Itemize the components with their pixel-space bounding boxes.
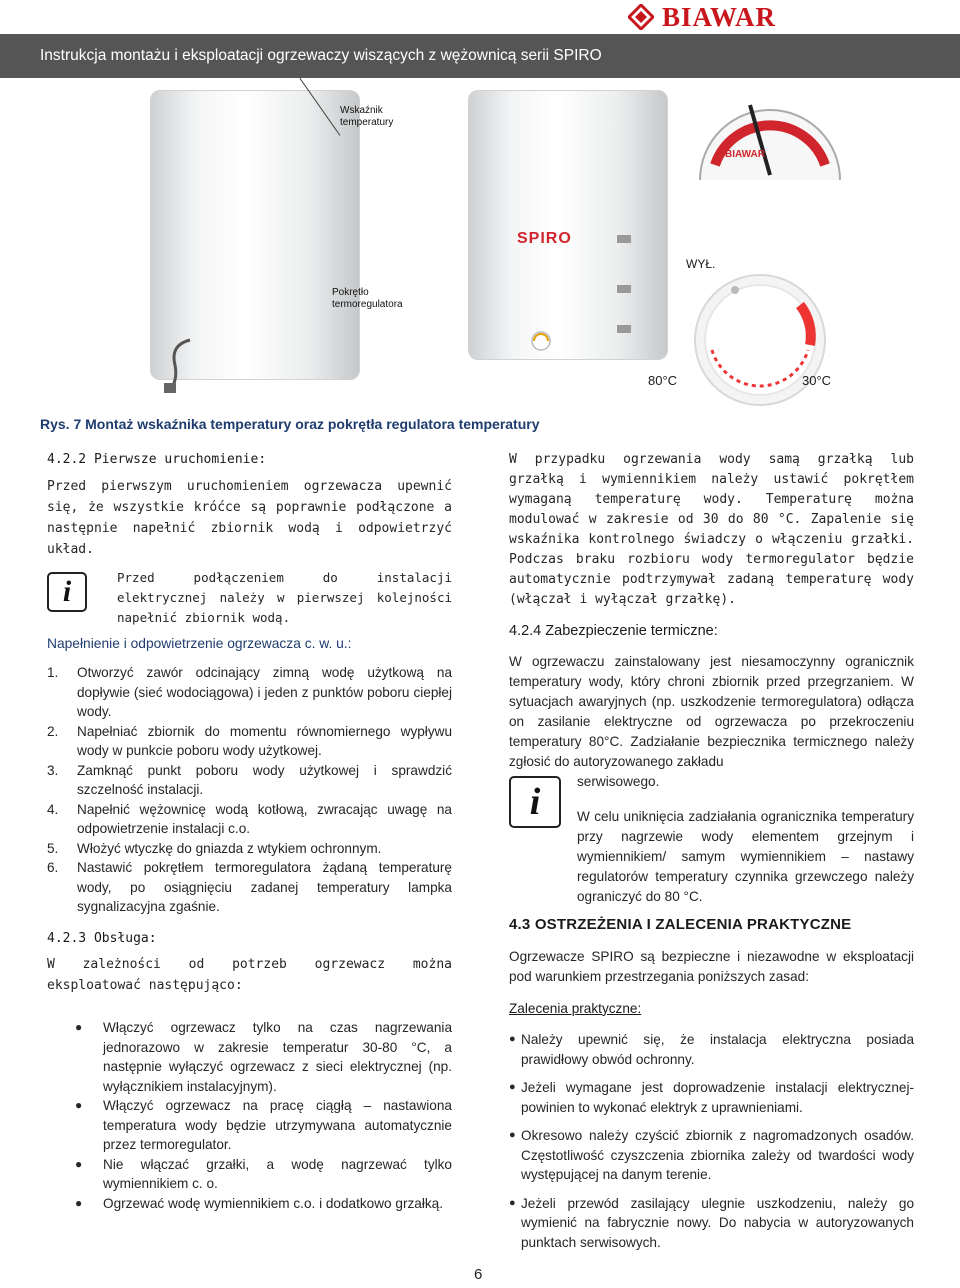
- list-item: 1. Otworzyć zawór odcinający zimną wodę użytkową na dopływie (sieć wodociągowa) i jeden z punktów poboru ciepłej wody.: [47, 665, 452, 719]
- info-icon: i: [509, 776, 561, 828]
- fill-steps-list: [47, 663, 452, 917]
- list-item: ● Włączyć ogrzewacz na pracę ciągłą – nastawiona temperatura wody będzie utrzymywana automatycznie przez termoregulator.: [75, 1098, 452, 1152]
- section-4-2-2-title: 4.2.2 Pierwsze uruchomienie:: [47, 452, 267, 467]
- info-box-2-body: [577, 772, 914, 908]
- safety-intro-text: Ogrzewacze SPIRO są bezpieczne i niezawodne w eksploatacji pod warunkiem przestrzegania poniższych zasad:: [509, 948, 914, 984]
- section-4-2-3-text: W zależności od potrzeb ogrzewacz można eksploatować następująco:: [47, 957, 452, 993]
- left-column: [47, 450, 452, 1213]
- tank-knob-small-icon: [530, 330, 552, 352]
- info-box-2: [509, 772, 914, 908]
- section-4-2-2-text: Przed pierwszym uruchomieniem ogrzewacza upewnić się, że wszystkie króćce są poprawnie podłączone a następnie napełnić zbiornik wodą i odpowietrzyć układ.: [47, 478, 452, 557]
- list-item: 2. Napełniać zbiornik do momentu równomiernego wypływu wody w punkcie poboru wody użytkowej.: [47, 723, 452, 758]
- knob-off-label: WYŁ.: [686, 257, 716, 271]
- gauge-brand-label: BIAWAR: [725, 149, 765, 160]
- list-item: ● Ogrzewać wodę wymiennikiem c.o. i dodatkowo grzałką.: [75, 1195, 443, 1211]
- section-4-2-3-title: 4.2.3 Obsługa:: [47, 930, 157, 946]
- fill-heading: Napełnienie i odpowietrzenie ogrzewacza c. w. u.:: [47, 635, 352, 651]
- power-cord-icon: [160, 335, 200, 395]
- page-number: 6: [474, 1266, 483, 1283]
- info-icon: i: [47, 572, 87, 612]
- serwisowego-tail: serwisowego.: [577, 773, 660, 789]
- tank-fittings-icon: [615, 225, 635, 345]
- right-column: [509, 450, 914, 1261]
- spiro-label: SPIRO: [517, 230, 572, 247]
- knob-max-label: 30°C: [802, 373, 832, 388]
- diamond-logo-icon: [628, 4, 654, 30]
- list-item: ● Jeżeli przewód zasilający ulegnie uszkodzeniu, należy go wymienić na fabrycznie nowy. Do nabycia w autoryzowanych punktach serwisowych.: [509, 1195, 914, 1250]
- knob-min-label: 80°C: [648, 373, 678, 388]
- list-item: ● Jeżeli wymagane jest doprowadzenie instalacji elektrycznej- powinien to wykonać elektryk z uprawnieniami.: [509, 1080, 914, 1115]
- document-title: Instrukcja montażu i eksploatacji ogrzewaczy wiszących z wężownicą serii SPIRO: [0, 34, 960, 78]
- list-item: ● Należy upewnić się, że instalacja elektryczna posiada prawidłowy obwód ochronny.: [509, 1032, 914, 1067]
- recommendations-list: [509, 1030, 914, 1252]
- figure-caption: Rys. 7 Montaż wskaźnika temperatury oraz pokrętła regulatora temperatury: [40, 416, 540, 432]
- list-item: 3. Zamknąć punkt poboru wody użytkowej i sprawdzić szczelność instalacji.: [47, 762, 452, 797]
- info-box-2-text: W celu uniknięcia zadziałania ogranicznika temperatury przy nagrzewie wody elementem grzejnym i wymiennikiem/ samym wymiennikiem – nastawy regulatorów temperatury czynnika grzewczego należy ograniczyć do 80 °C.: [577, 809, 914, 904]
- list-item: ● Nie włączać grzałki, a wodę nagrzewać tylko wymiennikiem c. o.: [75, 1156, 452, 1191]
- info-box-1-text: Przed podłączeniem do instalacji elektrycznej należy w pierwszej kolejności napełnić zbiornik wodą.: [117, 569, 452, 625]
- callout-temperature-indicator: Wskaźnik temperatury: [340, 105, 394, 128]
- tank-side-view: [468, 90, 668, 360]
- section-4-2-4-title: 4.2.4 Zabezpieczenie termiczne:: [509, 623, 718, 639]
- list-item: ● Okresowo należy czyścić zbiornik z nagromadzonych osadów. Częstotliwość czyszczenia zbiornika zależy od twardości wody występującej na danym terenie.: [509, 1128, 914, 1182]
- operation-bullets: [47, 1018, 452, 1213]
- callout-thermostat-knob: Pokrętło termoregulatora: [332, 287, 403, 310]
- temperature-gauge-icon: [695, 85, 845, 185]
- recommendations-heading: Zalecenia praktyczne:: [509, 1000, 642, 1016]
- info-box-1: [47, 568, 452, 628]
- list-item: 4. Napełnić wężownicę wodą kotłową, zwracając uwagę na odpowietrzenie instalacji c.o.: [47, 801, 452, 836]
- thermal-protection-text: W ogrzewaczu zainstalowany jest niesamoczynny ogranicznik temperatury wody, który chroni zbiornik przed przegrzaniem. W sytuacjach awaryjnych (np. uszkodzenie termoregulatora) odłącza on zasilanie elektryczne od ogrzewacza po przekroczeniu temperatury 80°C. Zadziałanie bezpiecznika termicznego należy zgłosić do autoryzowanego zakładu: [509, 653, 914, 769]
- biawar-logo: [628, 2, 828, 32]
- list-item: 6. Nastawić pokrętłem termoregulatora żądaną temperaturę wody, po osiągnięciu zadanej temperatury lampka sygnalizacyjna zgaśnie.: [47, 860, 452, 914]
- heating-paragraph: W przypadku ogrzewania wody samą grzałką lub grzałką i wymiennikiem należy ustawić pokrętłem wymaganą temperaturę wody. Temperaturę można modulować w zakresie od 30 do 80 °C. Zapalenie się wskaźnika kontrolnego świadczy o włączeniu grzałki. Podczas braku rozbioru wody termoregulator będzie automatycznie podtrzymywał zadaną temperaturę wody (włączał i wyłączał grzałkę).: [509, 452, 914, 607]
- brand-name: BIAWAR: [662, 1, 777, 32]
- section-4-3-title: 4.3 OSTRZEŻENIA I ZALECENIA PRAKTYCZNE: [509, 916, 852, 933]
- figure-area: [40, 85, 920, 400]
- list-item: ● Włączyć ogrzewacz tylko na czas nagrzewania jednorazowo w zakresie temperatur 30-80 °C, a następnie wyłączyć ogrzewacz z sieci elektrycznej (np. wyłącznikiem instalacyjnym).: [75, 1020, 452, 1094]
- list-item: 5. Włożyć wtyczkę do gniazda z wtykiem ochronnym.: [47, 840, 382, 856]
